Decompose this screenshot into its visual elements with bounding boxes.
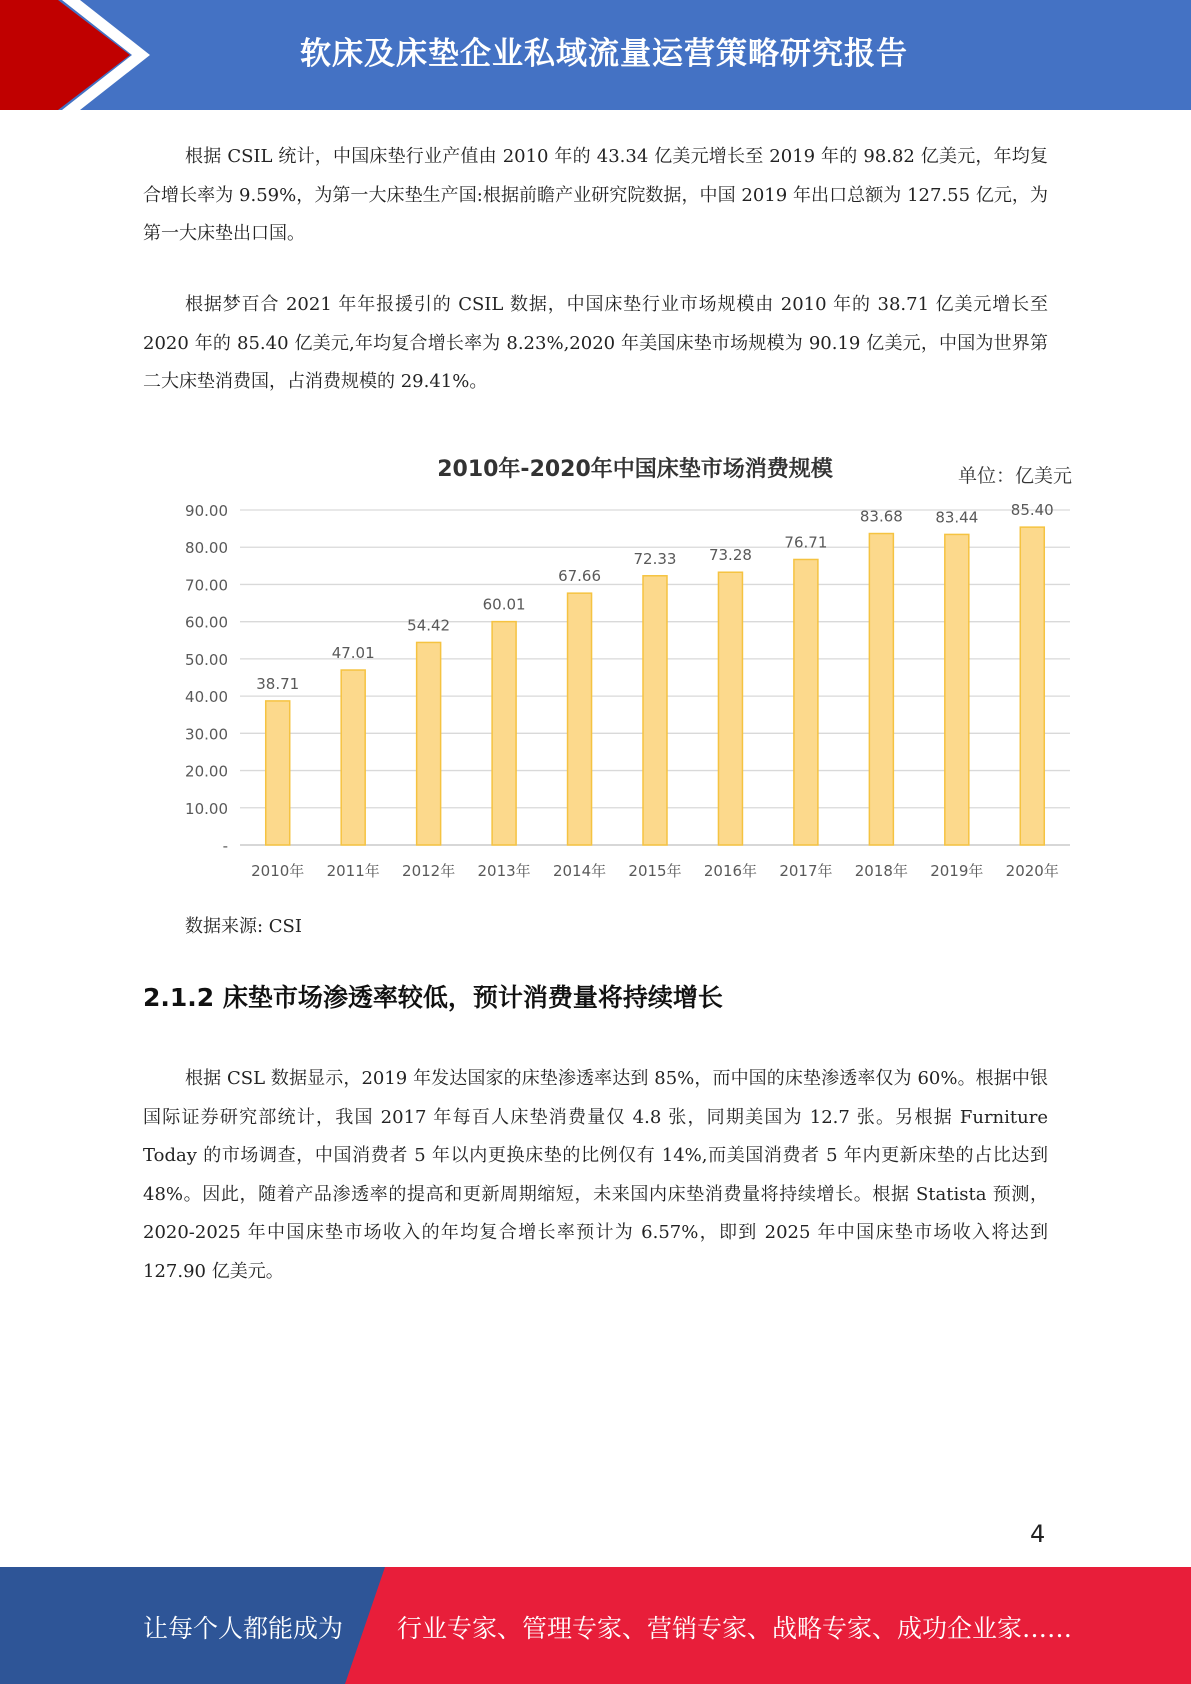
bar-value-label: 73.28	[708, 546, 752, 565]
bar	[1020, 527, 1044, 845]
bar	[492, 622, 516, 845]
y-tick-label: 80.00	[185, 539, 228, 558]
x-tick-label: 2012年	[402, 862, 456, 880]
paragraph-market-size: 根据梦百合 2021 年年报援引的 CSIL 数据，中国床垫行业市场规模由 2010 年的 38.71 亿美元增长至 2020 年的 85.40 亿美元,年均复合增长率为 8.23%,2020 年美国床垫市场规模为 90.19 亿美元，中国为世界第二大床垫消费国，占消费规模的 29.41%。	[143, 294, 1048, 392]
x-tick-label: 2019年	[930, 862, 984, 880]
bar-value-label: 85.40	[1010, 501, 1054, 520]
y-tick-label: 70.00	[185, 576, 228, 595]
y-tick-label: 90.00	[185, 502, 228, 520]
x-tick-label: 2014年	[552, 862, 607, 880]
bar-value-label: 60.01	[482, 595, 526, 614]
x-tick-label: 2020年	[1005, 862, 1059, 880]
chart-title: 2010年-2020年中国床垫市场消费规模	[437, 457, 833, 482]
y-tick-label: 60.00	[185, 613, 228, 632]
x-tick-label: 2018年	[854, 862, 908, 880]
x-tick-label: 2010年	[251, 862, 305, 880]
footer-slogan-right: 行业专家、管理专家、营销专家、战略专家、成功企业家……	[397, 1614, 1073, 1643]
paragraph-production: 根据 CSIL 统计，中国床垫行业产值由 2010 年的 43.34 亿美元增长至 2019 年的 98.82 亿美元，年均复合增长率为 9.59%，为第一大床垫生产国:根据前瞻产业研究院数据，中国 2019 年出口总额为 127.55 亿元，为第一大床垫出口国。	[143, 146, 1048, 244]
x-tick-label: 2013年	[477, 862, 531, 880]
market-size-chart	[170, 440, 1090, 890]
x-tick-label: 2011年	[326, 862, 380, 880]
bar-value-label: 72.33	[633, 549, 677, 568]
bar-value-label: 76.71	[784, 533, 828, 552]
bar	[568, 593, 592, 845]
page-number: 4	[1030, 1520, 1046, 1548]
x-tick-label: 2017年	[779, 862, 833, 880]
x-tick-label: 2016年	[703, 862, 758, 880]
footer-slogan-left: 让每个人都能成为	[143, 1614, 344, 1643]
y-tick-label: 10.00	[185, 799, 228, 818]
bar	[794, 559, 818, 845]
bar-value-label: 83.44	[935, 508, 979, 527]
bar-value-label: 83.68	[859, 507, 903, 526]
bar-value-label: 67.66	[558, 567, 602, 586]
y-tick-label: -	[222, 837, 228, 855]
bar-value-label: 47.01	[331, 644, 375, 663]
bar	[945, 534, 969, 845]
y-tick-label: 20.00	[185, 762, 228, 781]
bar	[643, 576, 667, 845]
bar	[341, 670, 365, 845]
bar-value-label: 54.42	[407, 616, 451, 635]
chart-unit-label: 单位：亿美元	[957, 465, 1072, 487]
section-heading: 2.1.2 床垫市场渗透率较低，预计消费量将持续增长	[143, 983, 723, 1012]
header-banner	[0, 0, 1191, 110]
report-title: 软床及床垫企业私域流量运营策略研究报告	[300, 36, 908, 72]
bar-value-label: 38.71	[256, 674, 300, 693]
y-tick-label: 40.00	[185, 688, 228, 707]
y-tick-label: 50.00	[185, 650, 228, 669]
bar	[266, 701, 290, 845]
bar	[417, 642, 441, 845]
footer-banner	[0, 1567, 1191, 1684]
x-tick-label: 2015年	[628, 862, 682, 880]
bar	[869, 534, 893, 845]
chart-source: 数据来源: CSI	[185, 916, 302, 937]
y-tick-label: 30.00	[185, 725, 228, 744]
paragraph-penetration: 根据 CSL 数据显示，2019 年发达国家的床垫渗透率达到 85%，而中国的床垫渗透率仅为 60%。根据中银国际证券研究部统计，我国 2017 年每百人床垫消费量仅 4.8 张，同期美国为 12.7 张。另根据 Furniture Today 的市场调查，中国消费者 5 年以内更换床垫的比例仅有 14%,而美国消费者 5 年内更新床垫的占比达到 48%。因此，随着产品渗透率的提高和更新周期缩短，未来国内床垫消费量将持续增长。根据 Statista 预测，2020-2025 年中国床垫市场收入的年均复合增长率预计为 6.57%，即到 2025 年中国床垫市场收入将达到 127.90 亿美元。	[143, 1068, 1048, 1282]
bar	[718, 572, 742, 845]
